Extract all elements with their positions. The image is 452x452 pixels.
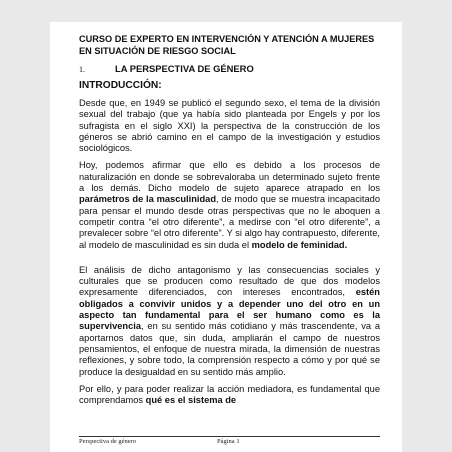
paragraph [79, 160, 380, 250]
introduction-heading: INTRODUCCIÓN: [79, 80, 162, 91]
emphasis-text: estén obligados a convivir unidos y a depender uno del otro en un aspecto tan fundamental para el ser humano como es la supervivencia [79, 287, 380, 332]
paragraph [79, 98, 380, 154]
paragraph-text: Hoy, podemos afirmar que ello es debido a los procesos de naturalización en donde se sobrevaloraba un determinado sujeto frente a los demás. Dicho modelo de sujeto aparece atrapado en los [79, 160, 380, 194]
document-page [50, 22, 402, 452]
section-heading [79, 63, 380, 76]
emphasis-text: qué es el sistema de [145, 395, 237, 406]
emphasis-text: parámetros de la masculinidad [79, 194, 217, 205]
paragraph-text: Por ello, y para poder realizar la acción mediadora, es fundamental que comprendamos [79, 383, 380, 406]
section-number: 1. [79, 65, 85, 74]
document-title: CURSO DE EXPERTO EN INTERVENCIÓN Y ATENCIÓN A MUJERES EN SITUACIÓN DE RIESGO SOCIAL [79, 34, 375, 56]
paragraph-text: , en su sentido más cotidiano y más trascendente, va a aportarnos datos que, sin duda, ampliarán el campo de nuestros pensamientos, el enfoque de nuestra mirada, la dimensión de nuestras reflexiones, y sobre todo, la comprensión respecto a cómo y por qué se produce la desigualdad en su sentido más amplio. [79, 321, 380, 377]
paragraph-text: El análisis de dicho antagonismo y las consecuencias sociales y culturales que se producen como resultado de que dos modelos expresamente diferenciados, con intereses encontrados, [79, 264, 380, 298]
paragraph [79, 384, 380, 407]
paragraph [79, 265, 380, 378]
paragraph-text: Desde que, en 1949 se publicó el segundo sexo, el tema de la división sexual del trabajo (que ya había sido planteada por Engels y por los sufragista en el siglo XXI) la perspectiva de la construcción de los géneros se abrió camino en el campo de la investigación y estudios sociológicos. [79, 98, 380, 154]
emphasis-text: modelo de feminidad. [251, 239, 348, 250]
footer-document-name: Perspectiva de género [79, 438, 137, 445]
page-content [79, 34, 380, 412]
paragraph-text: , de modo que se muestra incapacitado para pensar el mundo desde otras perspectivas que no le aboquen a competir contra “el otro diferente”, a medirse con “el otro diferente”, a prevalecer sobre “el otro diferente”. Y si algo hay contrapuesto, diferente, al modelo de masculinidad es sin duda el [79, 194, 381, 250]
section-title: LA PERSPECTIVA DE GÉNERO [115, 63, 254, 74]
footer-page-number: Página 1 [217, 438, 240, 445]
page-footer [79, 436, 380, 445]
